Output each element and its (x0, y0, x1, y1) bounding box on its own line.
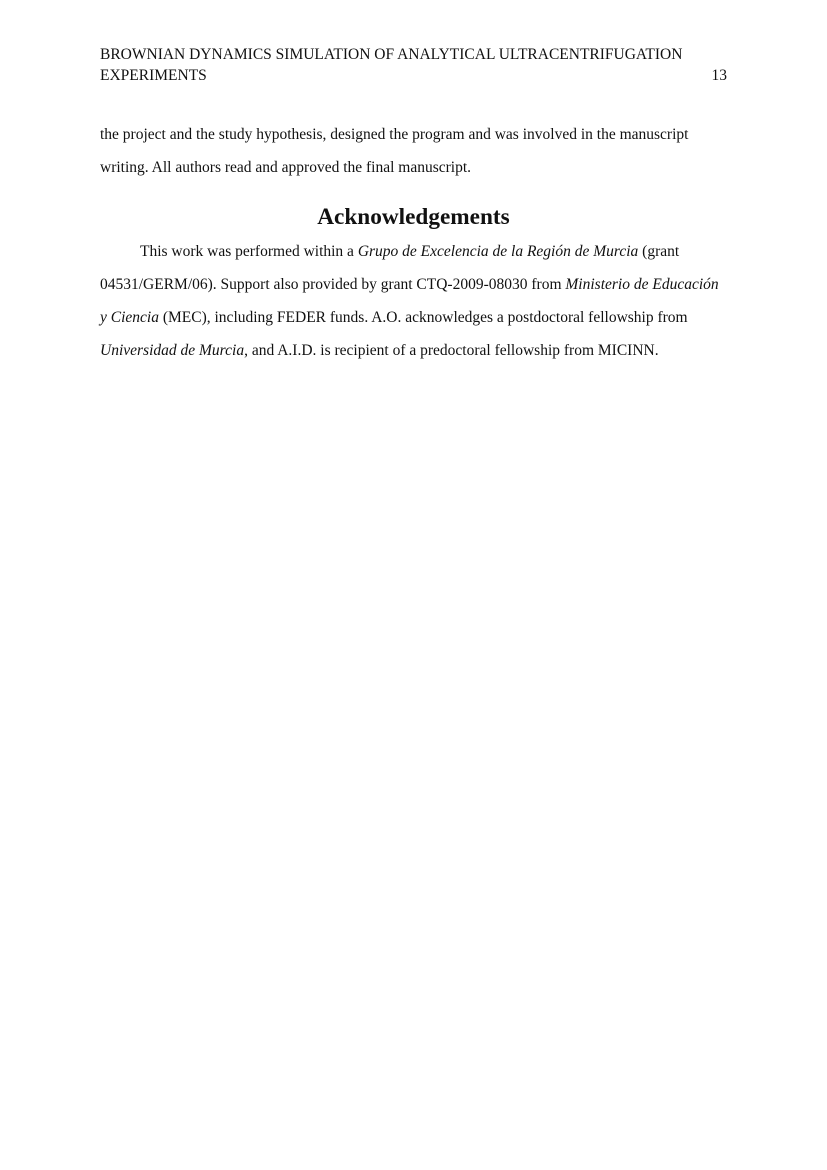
contributions-paragraph: the project and the study hypothesis, designed the program and was involved in the manuscript writing. All authors read and approved the final manuscript. (100, 126, 689, 176)
acknowledgements-heading: Acknowledgements (317, 204, 510, 230)
page-number: 13 (711, 67, 727, 84)
ack-text-2: (grant 04531/GERM/06). Support also provided by grant CTQ-2009-08030 from (100, 243, 680, 293)
running-head-line-2 (100, 65, 727, 86)
ack-italic-universidad: Universidad de Murcia (100, 342, 245, 359)
running-title-line-1: BROWNIAN DYNAMICS SIMULATION OF ANALYTICAL ULTRACENTRIFUGATION (100, 46, 683, 63)
acknowledgements-paragraph (100, 235, 727, 367)
running-head (100, 44, 727, 86)
ack-text-3: (MEC), including FEDER funds. A.O. acknowledges a postdoctoral fellowship from (158, 309, 688, 326)
running-title-line-2: EXPERIMENTS (100, 67, 207, 84)
ack-text-4: , and A.I.D. is recipient of a predoctoral fellowship from MICINN. (244, 342, 659, 359)
page-body (100, 118, 727, 367)
ack-italic-grupo-excelencia: Grupo de Excelencia de la Región de Murcia (357, 243, 639, 260)
ack-text-1: This work was performed within a (140, 243, 358, 260)
ack-italic-ministerio: Ministerio de Educación y Ciencia (100, 276, 719, 326)
